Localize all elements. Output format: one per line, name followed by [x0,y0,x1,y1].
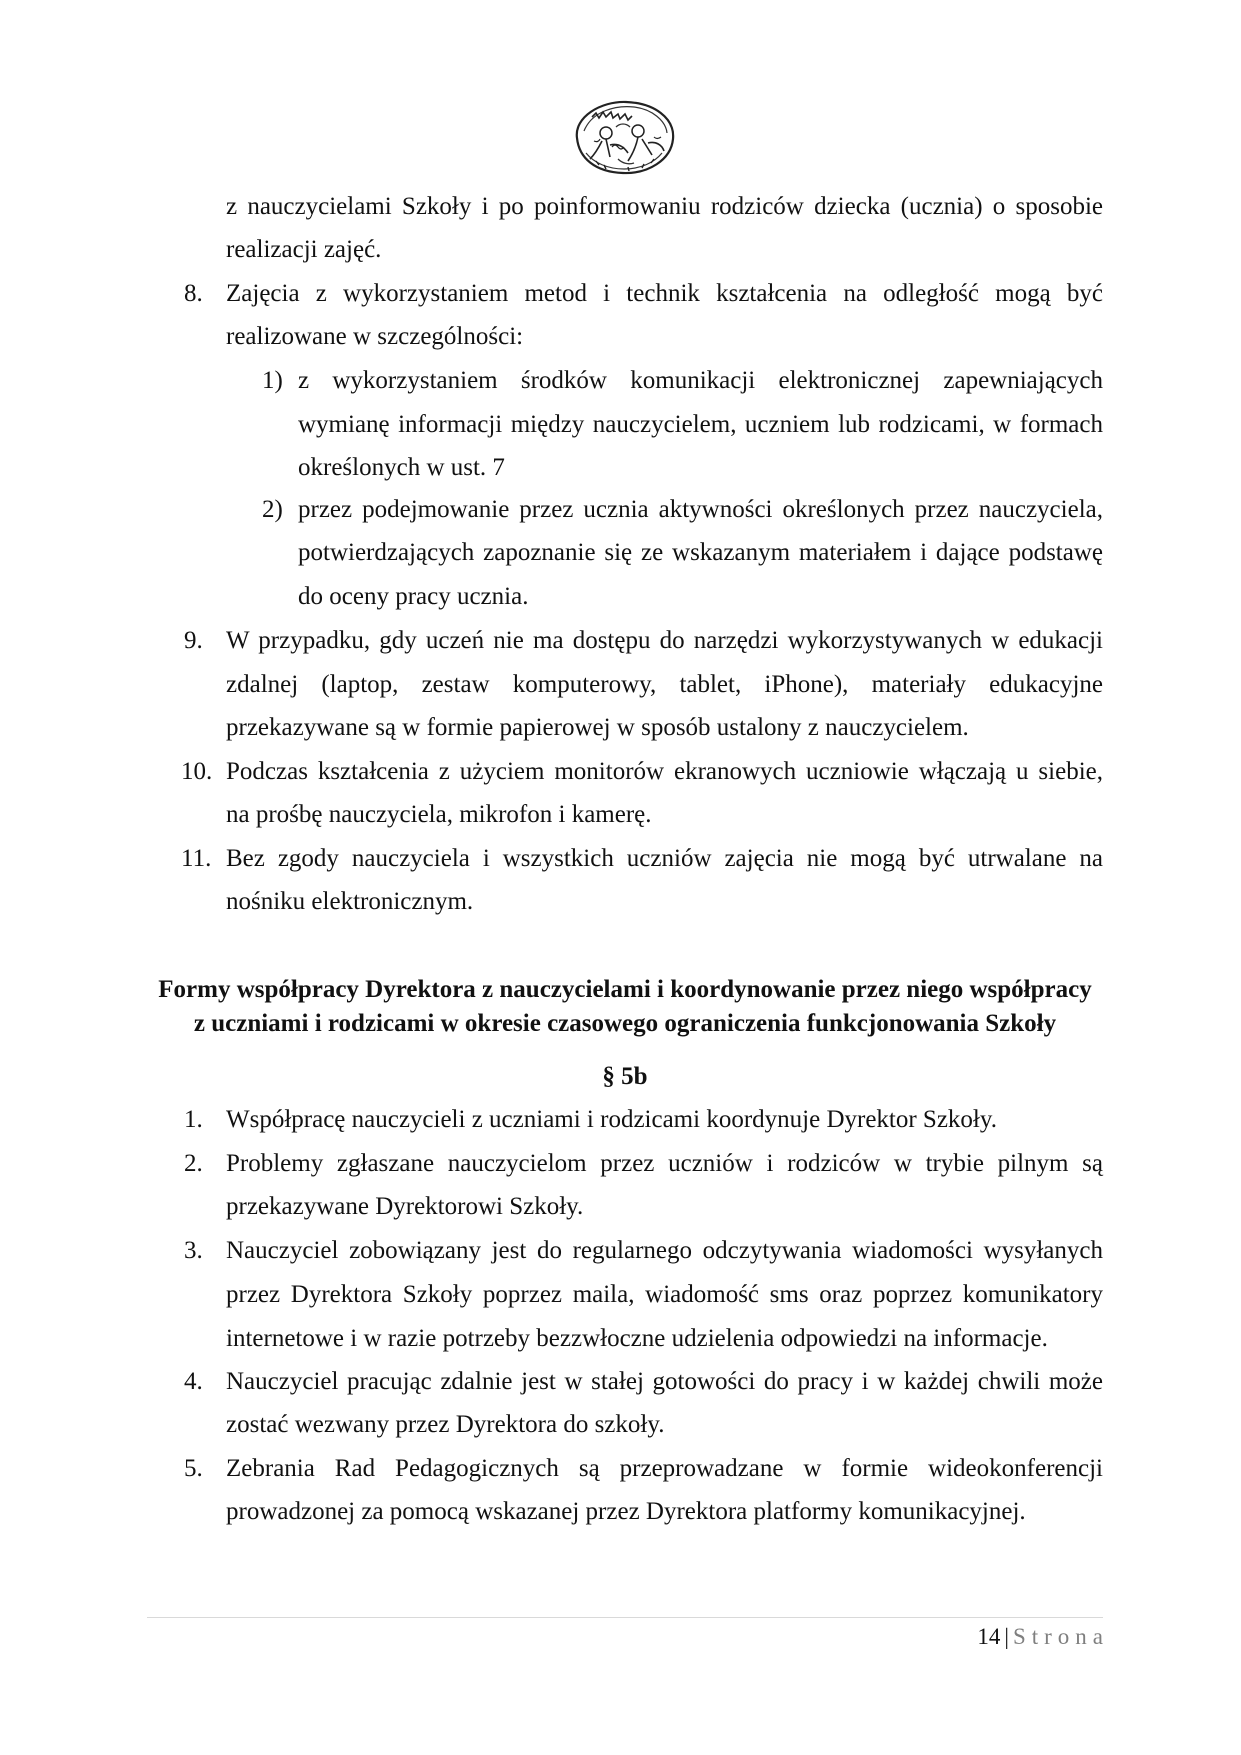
page-footer [977,1622,1109,1652]
list-item-line: Bez zgody nauczyciela i wszystkich uczniów zajęcia nie mogą być utrwalane na [226,845,1103,872]
list-item-line: Zajęcia z wykorzystaniem metod i technik kształcenia na odległość mogą być [226,280,1103,307]
list-item-line: Problemy zgłaszane nauczycielom przez uczniów i rodziców w trybie pilnym są [226,1150,1103,1177]
list-item-number: 11. [181,845,212,872]
list-item-number: 10. [181,758,213,785]
section-heading: Formy współpracy Dyrektora z nauczycielami i koordynowanie przez niego współpracy [158,976,1092,1003]
list-item-number: 9. [184,627,203,654]
section-heading: z uczniami i rodzicami w okresie czasowego ograniczenia funkcjonowania Szkoły [193,1010,1057,1037]
list-item-line: W przypadku, gdy uczeń nie ma dostępu do narzędzi wykorzystywanych w edukacji [226,627,1103,654]
list-item-line: realizowane w szczególności: [226,323,524,350]
list-item-number: 2. [184,1150,203,1177]
sublist-item-line: przez podejmowanie przez ucznia aktywności określonych przez nauczyciela, [298,496,1103,523]
list-item-line: na prośbę nauczyciela, mikrofon i kamerę. [226,801,652,828]
paragraph-line: z nauczycielami Szkoły i po poinformowaniu rodziców dziecka (ucznia) o sposobie [226,193,1103,220]
sublist-item-line: określonych w ust. 7 [298,454,505,481]
paragraph-symbol: § 5b [602,1063,648,1090]
list-item-line: prowadzonej za pomocą wskazanej przez Dyrektora platformy komunikacyjnej. [226,1498,1026,1525]
list-item-line: przekazywane są w formie papierowej w sposób ustalony z nauczycielem. [226,714,969,741]
list-item-number: 5. [184,1455,203,1482]
page-number: 14 [977,1624,1001,1649]
sublist-item-line: wymianę informacji między nauczycielem, uczniem lub rodzicami, w formach [298,411,1103,438]
sublist-item-line: potwierdzających zapoznanie się ze wskazanym materiałem i dające podstawę [298,539,1103,566]
paragraph-line: realizacji zajęć. [226,236,382,263]
sublist-item-number: 1) [262,367,283,394]
page-label: Strona [1012,1624,1109,1649]
list-item-number: 3. [184,1237,203,1264]
list-item-line: zostać wezwany przez Dyrektora do szkoły. [226,1411,665,1438]
list-item-number: 4. [184,1368,203,1395]
list-item-line: Nauczyciel pracując zdalnie jest w stałej gotowości do pracy i w każdej chwili może [226,1368,1103,1395]
list-item-line: internetowe i w razie potrzeby bezzwłoczne udzielenia odpowiedzi na informacje. [226,1325,1048,1352]
list-item-line: przekazywane Dyrektorowi Szkoły. [226,1193,584,1220]
list-item-line: przez Dyrektora Szkoły poprzez maila, wiadomość sms oraz poprzez komunikatory [226,1281,1103,1308]
list-item-line: Nauczyciel zobowiązany jest do regularnego odczytywania wiadomości wysyłanych [226,1237,1103,1264]
list-item-line: Podczas kształcenia z użyciem monitorów ekranowych uczniowie włączają u siebie, [226,758,1103,785]
list-item-line: Zebrania Rad Pedagogicznych są przeprowadzane w formie wideokonferencji [226,1455,1103,1482]
list-item-line: zdalnej (laptop, zestaw komputerowy, tablet, iPhone), materiały edukacyjne [226,671,1103,698]
list-item-line: nośniku elektronicznym. [226,888,474,915]
list-item-line: Współpracę nauczycieli z uczniami i rodzicami koordynuje Dyrektor Szkoły. [226,1106,998,1133]
sublist-item-line: z wykorzystaniem środków komunikacji elektronicznej zapewniających [298,367,1103,394]
list-item-number: 8. [184,280,203,307]
footer-divider [147,1617,1103,1618]
list-item-number: 1. [184,1106,203,1133]
sublist-item-line: do oceny pracy ucznia. [298,583,529,610]
sublist-item-number: 2) [262,496,283,523]
footer-separator: | [1004,1624,1009,1649]
school-logo-icon [568,97,680,177]
